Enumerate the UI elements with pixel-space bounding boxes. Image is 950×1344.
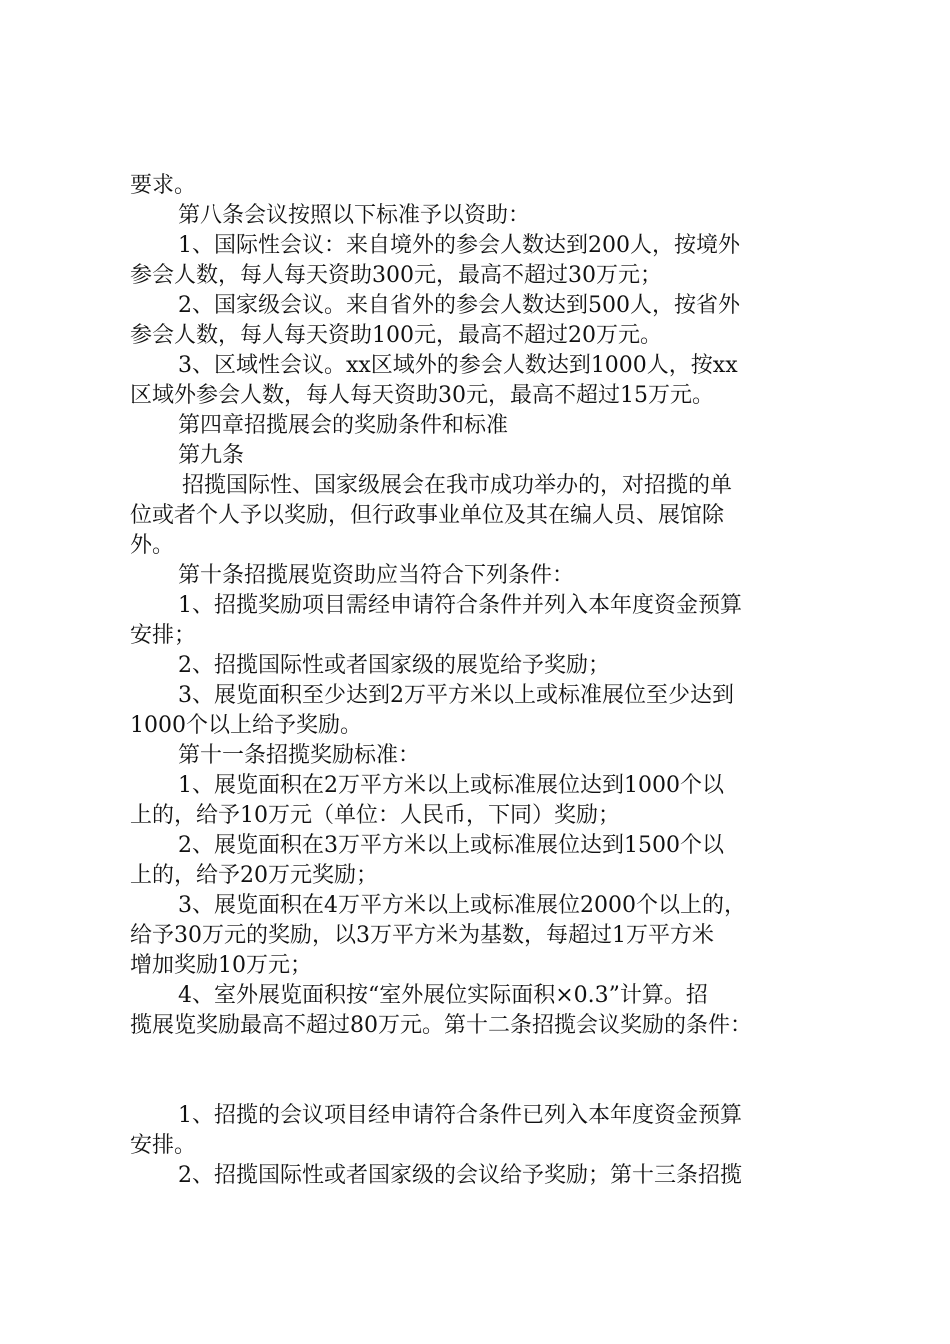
paragraph-line: 给予30万元的奖励，以3万平方米为基数，每超过1万平方米 [130, 923, 714, 948]
document-body [130, 171, 836, 1191]
paragraph-line: 增加奖励10万元； [130, 953, 312, 978]
article-11-heading: 第十一条招揽奖励标准： [178, 743, 421, 768]
article-9-heading: 第九条 [178, 443, 245, 468]
paragraph-line: 3、展览面积至少达到2万平方米以上或标准展位至少达到 [178, 683, 734, 708]
blank-line [130, 1041, 836, 1101]
paragraph-line: 上的，给予20万元奖励； [130, 863, 378, 888]
paragraph-line: 1、招揽的会议项目经申请符合条件已列入本年度资金预算 [178, 1103, 742, 1128]
paragraph-line: 4、室外展览面积按“室外展位实际面积×0.3”计算。招 [178, 983, 708, 1008]
paragraph-line: 3、区域性会议。xx区域外的参会人数达到1000人，按xx [178, 353, 738, 378]
paragraph-line: 1、展览面积在2万平方米以上或标准展位达到1000个以 [178, 773, 724, 798]
article-8-heading: 第八条会议按照以下标准予以资助： [178, 203, 531, 228]
paragraph-line: 1000个以上给予奖励。 [130, 713, 362, 738]
paragraph-line: 2、招揽国际性或者国家级的会议给予奖励；第十三条招揽 [178, 1163, 742, 1188]
paragraph-line: 外。 [130, 533, 175, 558]
paragraph-line: 1、招揽奖励项目需经申请符合条件并列入本年度资金预算 [178, 593, 742, 618]
article-10-heading: 第十条招揽展览资助应当符合下列条件： [178, 563, 575, 588]
paragraph-line: 2、招揽国际性或者国家级的展览给予奖励； [178, 653, 610, 678]
paragraph-line: 3、展览面积在4万平方米以上或标准展位2000个以上的， [178, 893, 746, 918]
paragraph-line: 上的，给予10万元（单位：人民币，下同）奖励； [130, 803, 620, 828]
paragraph-line: 揽展览奖励最高不超过80万元。第十二条招揽会议奖励的条件： [130, 1013, 752, 1038]
chapter-4-heading: 第四章招揽展会的奖励条件和标准 [178, 413, 509, 438]
paragraph-line: 位或者个人予以奖励，但行政事业单位及其在编人员、展馆除 [130, 503, 725, 528]
paragraph-line: 招揽国际性、国家级展会在我市成功举办的，对招揽的单 [182, 473, 733, 498]
paragraph-line: 1、国际性会议：来自境外的参会人数达到200人，按境外 [178, 233, 740, 258]
paragraph-line: 安排； [130, 623, 197, 648]
paragraph-line: 2、国家级会议。来自省外的参会人数达到500人，按省外 [178, 293, 740, 318]
paragraph-line: 参会人数，每人每天资助100元，最高不超过20万元。 [130, 323, 662, 348]
paragraph-line: 2、展览面积在3万平方米以上或标准展位达到1500个以 [178, 833, 724, 858]
paragraph-line: 参会人数，每人每天资助300元，最高不超过30万元； [130, 263, 662, 288]
paragraph-line: 安排。 [130, 1133, 197, 1158]
paragraph-line: 要求。 [130, 173, 197, 198]
paragraph-line: 区域外参会人数，每人每天资助30元，最高不超过15万元。 [130, 383, 714, 408]
